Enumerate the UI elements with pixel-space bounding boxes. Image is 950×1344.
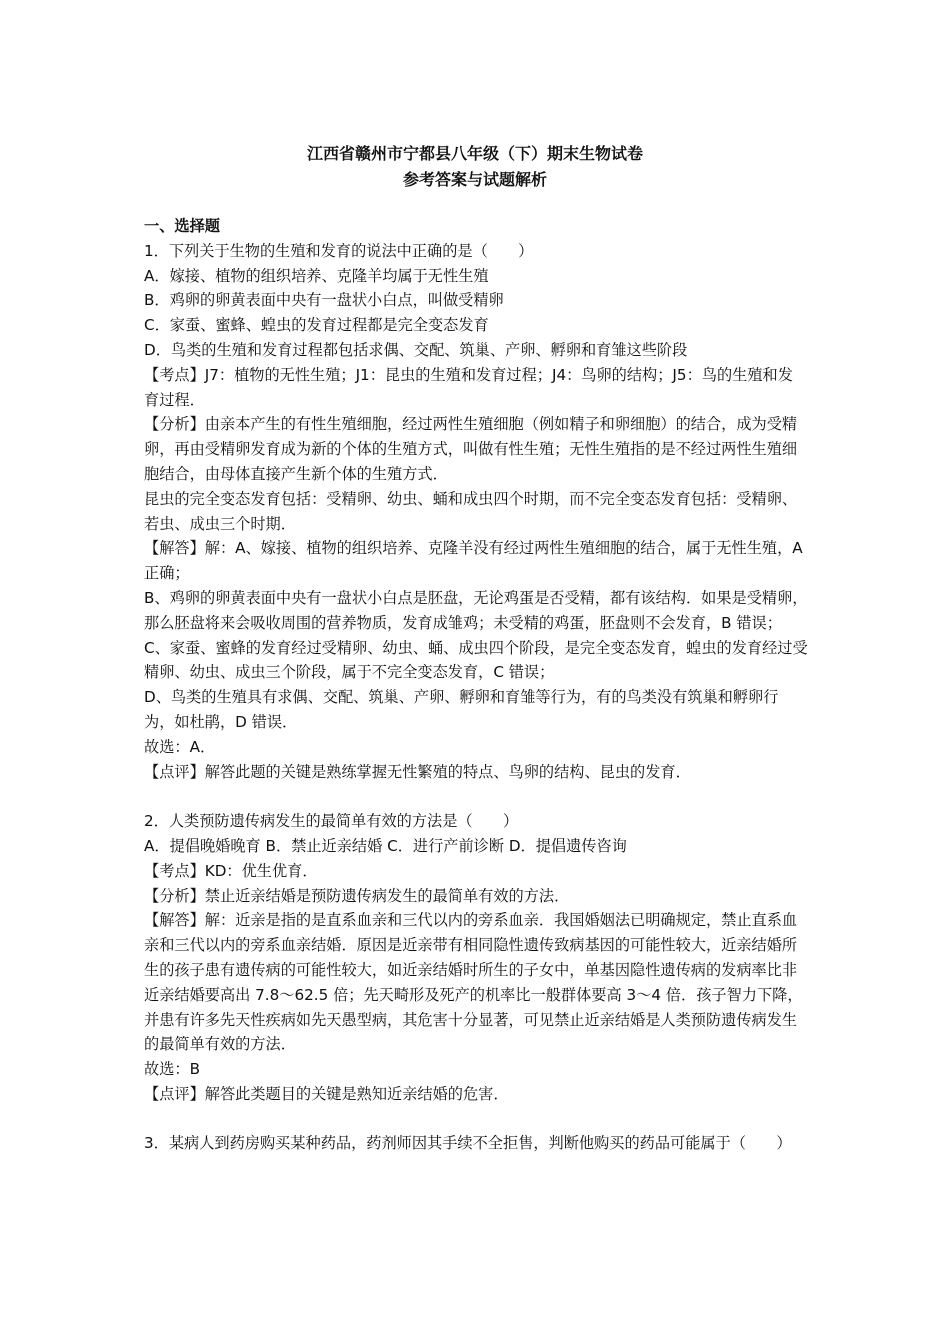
question-1-jieda-d: D、鸟类的生殖具有求偶、交配、筑巢、产卵、孵卵和育雏等行为，有的鸟类没有筑巢和孵卵行为，如杜鹃，D 错误． [144,688,779,731]
document-body [144,214,808,1156]
question-1-stem: 1．下列关于生物的生殖和发育的说法中正确的是（ ） [144,241,534,260]
question-2-dianping: 【点评】解答此类题目的关键是熟知近亲结婚的危害． [144,1084,509,1103]
question-1-option-c: C．家蚕、蜜蜂、蝗虫的发育过程都是完全变态发育 [144,316,489,335]
spacer [144,1107,808,1132]
question-1-option-a: A．嫁接、植物的组织培养、克隆羊均属于无性生殖 [144,266,489,285]
question-2-jieda: 【解答】解：近亲是指的是直系血亲和三代以内的旁系血亲．我国婚姻法已明确规定，禁止直系血亲和三代以内的旁系血亲结婚．原因是近亲带有相同隐性遗传致病基因的可能性较大，近亲结婚所生的孩子患有遗传病的可能性较大，如近亲结婚时所生的子女中，单基因隐性遗传病的发病率比非近亲结婚要高出 7.8～62.5 倍；先天畸形及死产的机率比一般群体要高 3～4 倍．孩子智力下降，并患有许多先天性疾病如先天愚型病，其危害十分显著，可见禁止近亲结婚是人类预防遗传病发生的最简单有效的方法． [144,911,803,1054]
question-1-fenxi-1: 【分析】由亲本产生的有性生殖细胞，经过两性生殖细胞（例如精子和卵细胞）的结合，成为受精卵，再由受精卵发育成为新的个体的生殖方式，叫做有性生殖；无性生殖指的是不经过两性生殖细胞结合，由母体直接产生新个体的生殖方式． [144,415,798,483]
question-2-fenxi: 【分析】禁止近亲结婚是预防遗传病发生的最简单有效的方法． [144,886,570,905]
question-1-jieda-a: 【解答】解：A、嫁接、植物的组织培养、克隆羊没有经过两性生殖细胞的结合，属于无性生殖，A 正确； [144,539,803,583]
question-1-jieda-c: C、家蚕、蜜蜂的发育经过受精卵、幼虫、蛹、成虫四个阶段，是完全变态发育，蝗虫的发育经过受精卵、幼虫、成虫三个阶段，属于不完全变态发育，C 错误； [144,638,808,682]
question-1-jieda-b: B、鸡卵的卵黄表面中央有一盘状小白点是胚盘，无论鸡蛋是否受精，都有该结构．如果是受精卵，那么胚盘将来会吸收周围的营养物质，发育成雏鸡；未受精的鸡蛋，胚盘则不会发育，B 错误； [144,588,808,632]
question-1-kaodian: 【考点】J7：植物的无性生殖；J1：昆虫的生殖和发育过程；J4：鸟卵的结构；J5：鸟的生殖和发育过程． [144,365,793,409]
question-1-dianping: 【点评】解答此题的关键是熟练掌握无性繁殖的特点、鸟卵的结构、昆虫的发育． [144,762,691,781]
question-3-stem: 3．某病人到药房购买某种药品，药剂师因其手续不全拒售，判断他购买的药品可能属于（ ） [144,1134,792,1153]
document-subtitle: 参考答案与试题解析 [402,170,547,189]
question-2-stem: 2．人类预防遗传病发生的最简单有效的方法是（ ） [144,812,519,831]
question-1-answer: 故选：A． [144,737,216,756]
question-1-option-d: D．鸟类的生殖和发育过程都包括求偶、交配、筑巢、产卵、孵卵和育雏这些阶段 [144,340,688,359]
question-2-kaodian: 【考点】KD：优生优育． [144,861,318,880]
section-title: 一、选择题 [144,217,220,235]
question-1-option-b: B．鸡卵的卵黄表面中央有一盘状小白点，叫做受精卵 [144,291,504,310]
spacer [144,784,808,809]
document-title: 江西省赣州市宁都县八年级（下）期末生物试卷 [306,144,643,163]
question-2-answer: 故选：B [144,1060,200,1079]
question-2-options: A．提倡晚婚晚育 B．禁止近亲结婚 C．进行产前诊断 D．提倡遗传咨询 [144,836,627,855]
question-1-fenxi-2: 昆虫的完全变态发育包括：受精卵、幼虫、蛹和成虫四个时期，而不完全变态发育包括：受精卵、若虫、成虫三个时期． [144,489,798,533]
